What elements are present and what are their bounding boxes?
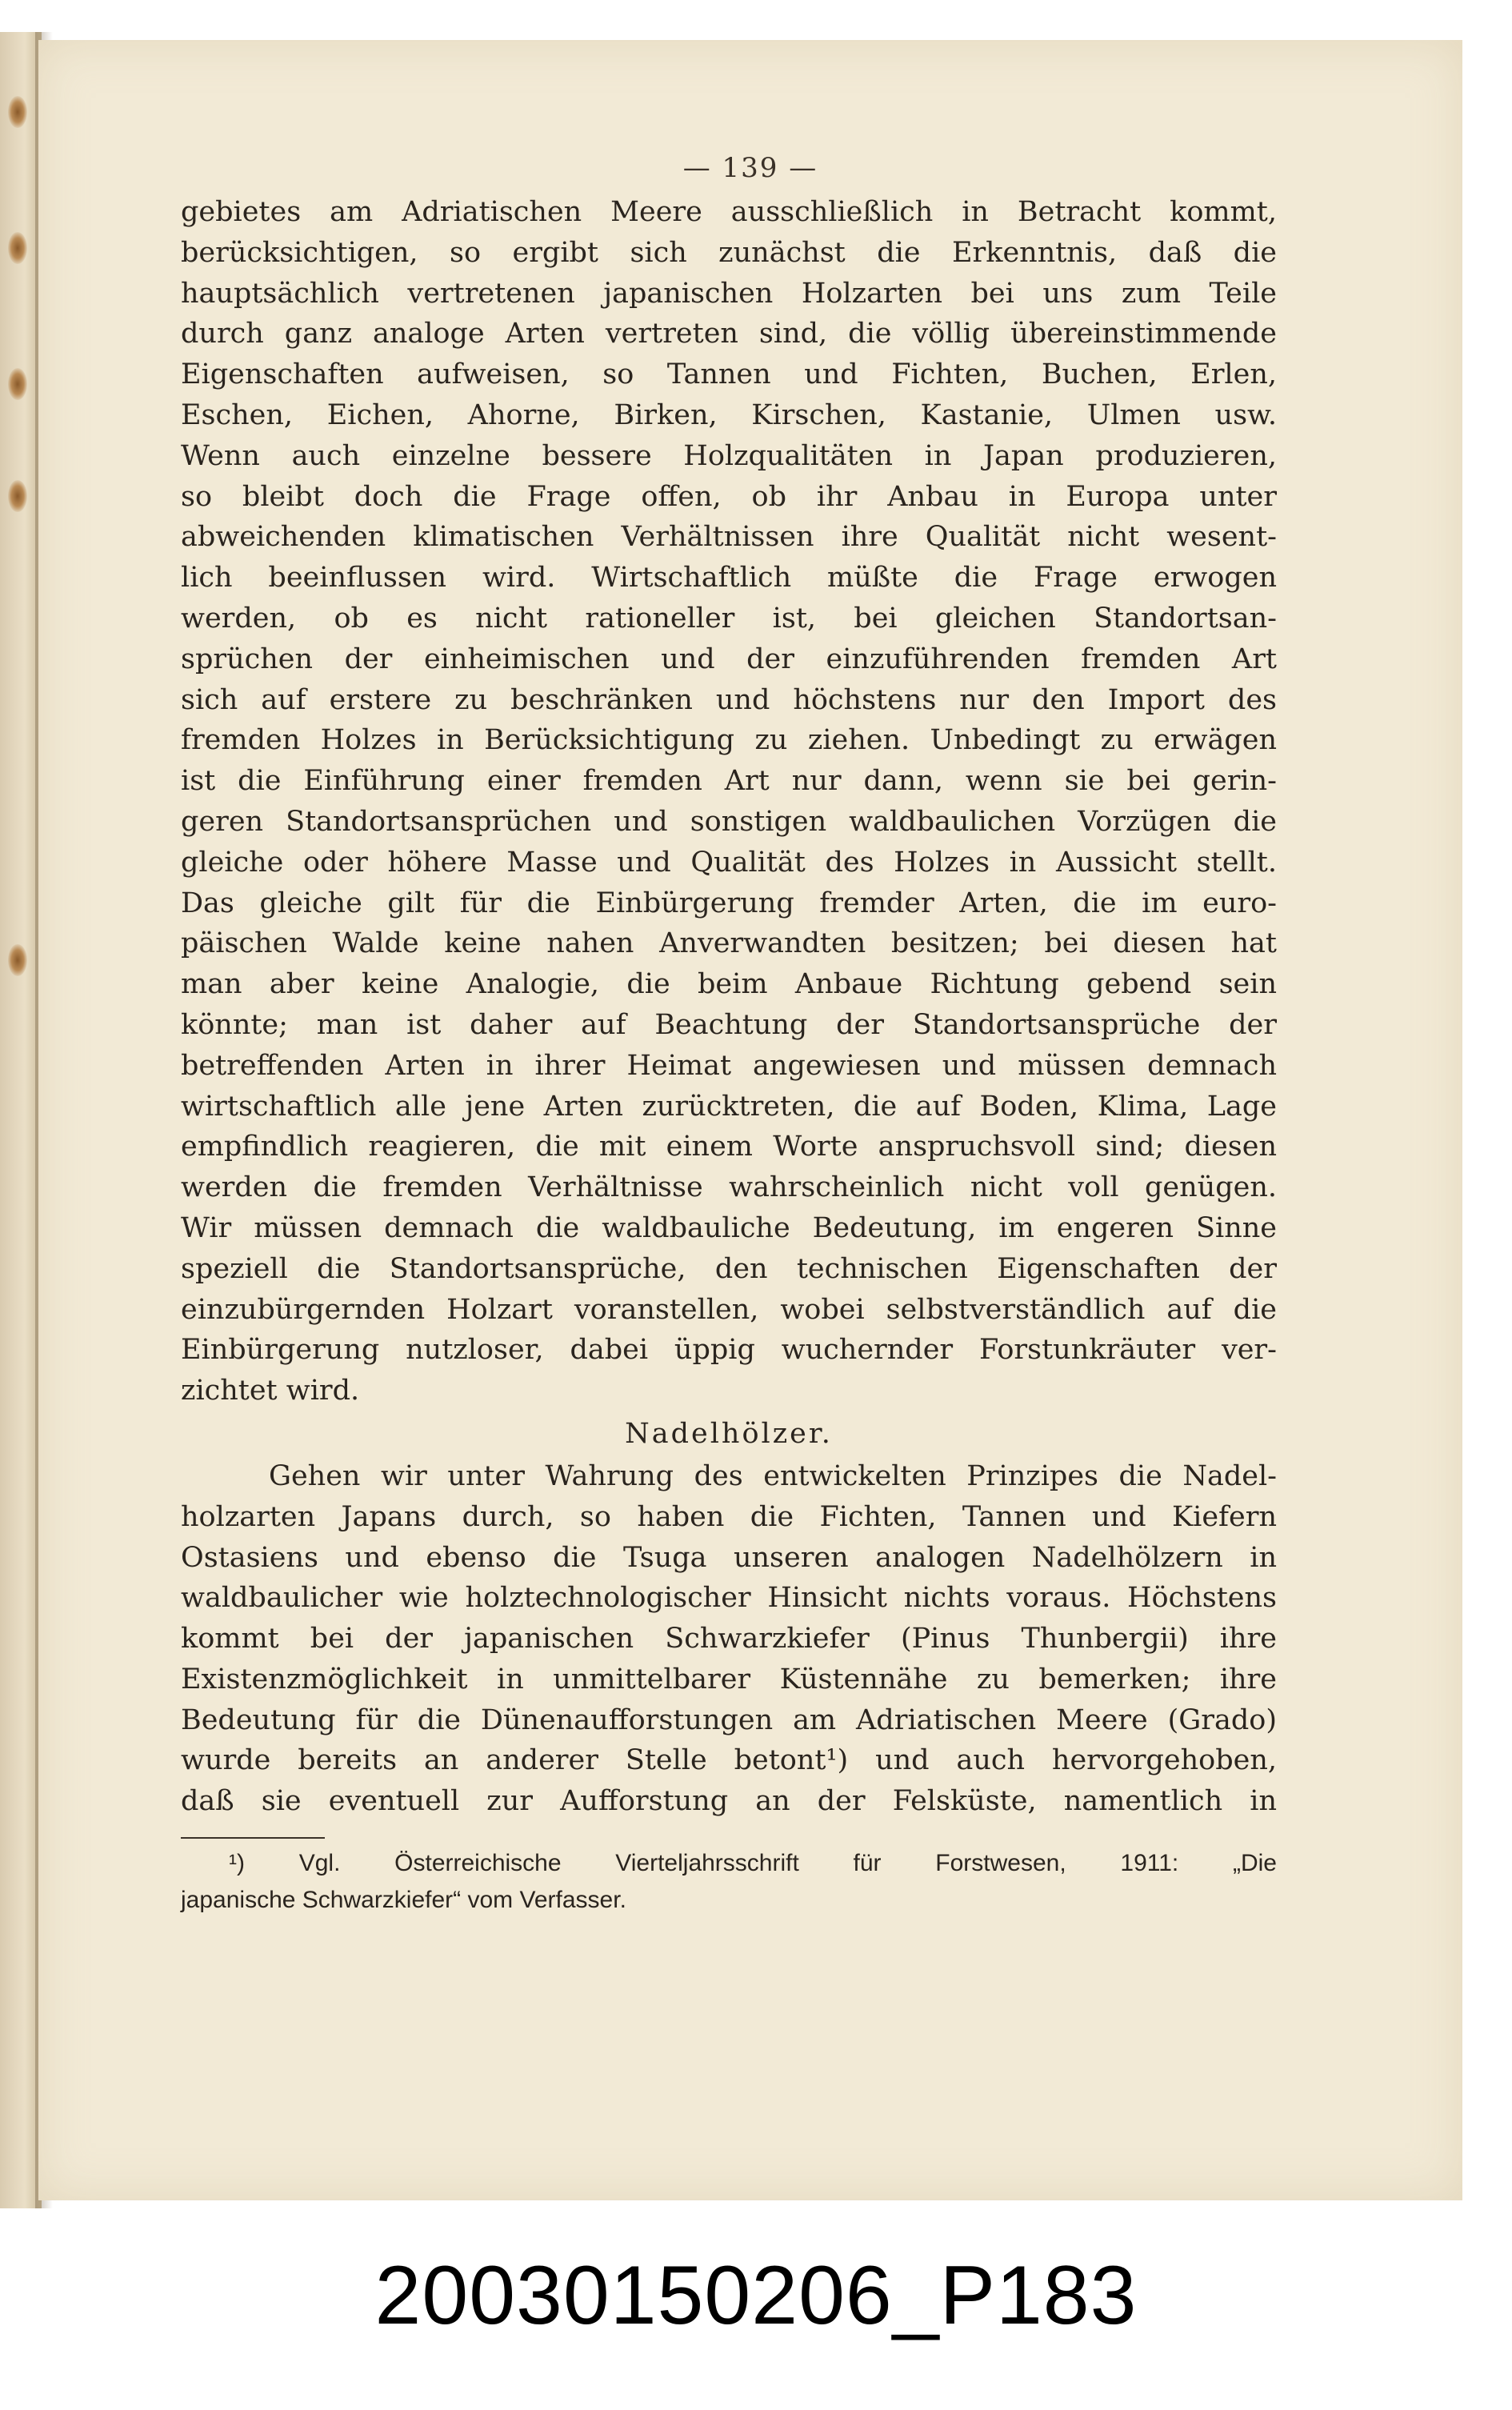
text-line: holzarten Japans durch, so haben die Fichten, Tannen und Kiefern [181, 1500, 1277, 1533]
section-heading: Nadelhölzer. [625, 1417, 833, 1450]
text-line: gleiche oder höhere Masse und Qualität des Holzes in Aussicht stellt. [181, 846, 1277, 879]
text-line: einzubürgernden Holzart voranstellen, wobei selbstverständlich auf die [181, 1293, 1277, 1326]
text-line: man aber keine Analogie, die beim Anbaue Richtung gebend sein [181, 968, 1277, 1001]
text-line: speziell die Standortsansprüche, den technischen Eigenschaften der [181, 1252, 1277, 1285]
text-line: päischen Walde keine nahen Anverwandten besitzen; bei diesen hat [181, 927, 1277, 960]
text-line: Das gleiche gilt für die Einbürgerung fremder Arten, die im euro- [181, 887, 1277, 919]
text-line: könnte; man ist daher auf Beachtung der Standortsansprüche der [181, 1008, 1277, 1041]
text-line: durch ganz analoge Arten vertreten sind, die völlig übereinstimmende [181, 318, 1277, 350]
body-text [181, 192, 1277, 1822]
text-line: ist die Einführung einer fremden Art nur dann, wenn sie bei gerin- [181, 765, 1277, 798]
text-line: waldbaulicher wie holztechnologischer Hinsicht nichts voraus. Höchstens [181, 1582, 1277, 1615]
text-line: wurde bereits an anderer Stelle betont¹) und auch hervorgehoben, [181, 1744, 1277, 1777]
text-line: Wenn auch einzelne bessere Holzqualitäten in Japan produzieren, [181, 439, 1277, 472]
text-line: sprüchen der einheimischen und der einzuführenden fremden Art [181, 643, 1277, 675]
stain-mark [8, 368, 27, 400]
stain-mark [8, 96, 27, 128]
text-line: sich auf erstere zu beschränken und höchstens nur den Import des [181, 683, 1277, 716]
text-line: zichtet wird. [181, 1375, 360, 1407]
text-line: werden die fremden Verhältnisse wahrscheinlich nicht voll genügen. [181, 1171, 1277, 1204]
footnote-line: japanische Schwarzkiefer“ vom Verfasser. [181, 1887, 626, 1913]
stain-mark [8, 944, 27, 976]
text-line: kommt bei der japanischen Schwarzkiefer (Pinus Thunbergii) ihre [181, 1623, 1277, 1655]
text-line: Gehen wir unter Wahrung des entwickelten Prinzipes die Nadel- [269, 1459, 1277, 1492]
text-line: Bedeutung für die Dünenaufforstungen am Adriatischen Meere (Grado) [181, 1703, 1277, 1736]
text-line: so bleibt doch die Frage offen, ob ihr Anbau in Europa unter [181, 480, 1277, 513]
text-line: daß sie eventuell zur Aufforstung an der Felsküste, namentlich in [181, 1785, 1277, 1818]
text-line: Existenzmöglichkeit in unmittelbarer Küstennähe zu bemerken; ihre [181, 1663, 1277, 1695]
text-line: werden, ob es nicht rationeller ist, bei gleichen Standortsan- [181, 602, 1277, 635]
footnote-divider [181, 1837, 325, 1839]
text-line: abweichenden klimatischen Verhältnissen ihre Qualität nicht wesent- [181, 521, 1277, 554]
text-line: berücksichtigen, so ergibt sich zunächst die Erkenntnis, daß die [181, 236, 1277, 269]
text-line: hauptsächlich vertretenen japanischen Holzarten bei uns zum Teile [181, 277, 1277, 310]
text-line: Wir müssen demnach die waldbauliche Bedeutung, im engeren Sinne [181, 1211, 1277, 1244]
footnotes [181, 1845, 1277, 1919]
text-line: lich beeinflussen wird. Wirtschaftlich müßte die Frage erwogen [181, 562, 1277, 594]
text-line: fremden Holzes in Berücksichtigung zu ziehen. Unbedingt zu erwägen [181, 724, 1277, 757]
stain-mark [8, 480, 27, 512]
text-line: Einbürgerung nutzloser, dabei üppig wuchernder Forstunkräuter ver- [181, 1334, 1277, 1367]
text-line: Eigenschaften aufweisen, so Tannen und Fichten, Buchen, Erlen, [181, 358, 1277, 391]
text-line: Ostasiens und ebenso die Tsuga unseren analogen Nadelhölzern in [181, 1541, 1277, 1574]
stain-mark [8, 232, 27, 264]
archive-id-label: 20030150206_P183 [374, 2249, 1138, 2342]
text-line: Eschen, Eichen, Ahorne, Birken, Kirschen, Kastanie, Ulmen usw. [181, 398, 1277, 431]
page-number: — 139 — [682, 152, 818, 184]
text-line: empfindlich reagieren, die mit einem Worte anspruchsvoll sind; diesen [181, 1131, 1277, 1163]
footnote-line: ¹) Vgl. Österreichische Vierteljahrsschrift für Forstwesen, 1911: „Die [229, 1850, 1277, 1876]
text-line: geren Standortsansprüchen und sonstigen waldbaulichen Vorzügen die [181, 805, 1277, 838]
text-line: wirtschaftlich alle jene Arten zurücktreten, die auf Boden, Klima, Lage [181, 1090, 1277, 1123]
text-line: gebietes am Adriatischen Meere ausschließlich in Betracht kommt, [181, 196, 1277, 228]
text-line: betreffenden Arten in ihrer Heimat angewiesen und müssen demnach [181, 1049, 1277, 1082]
